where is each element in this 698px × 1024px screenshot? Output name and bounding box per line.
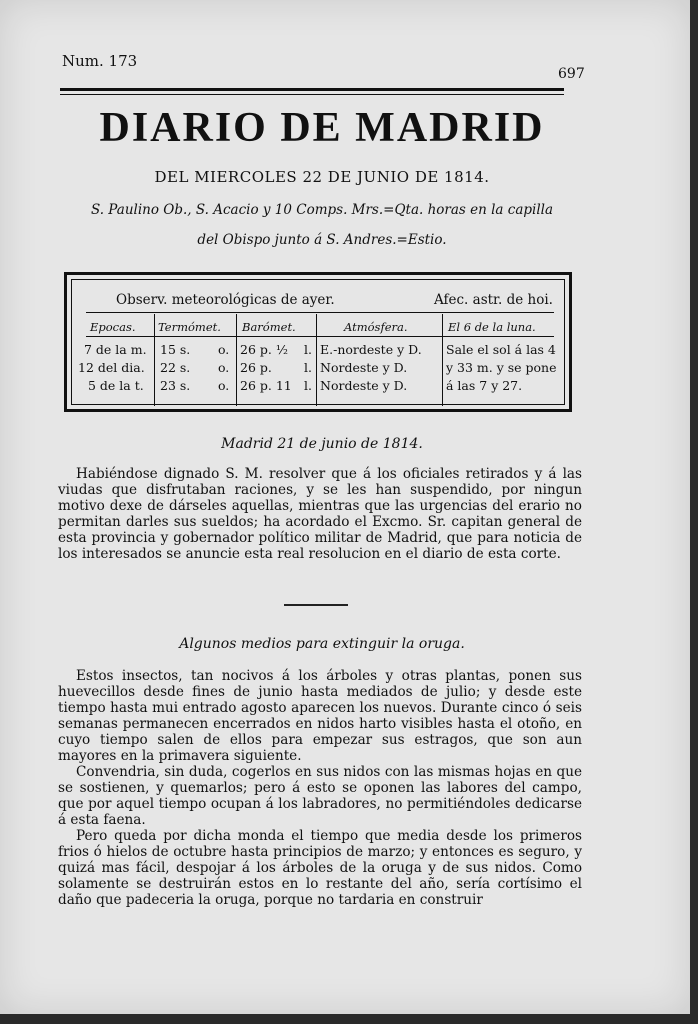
weather-table-inner-border xyxy=(71,279,565,405)
cell-termo-o: o. xyxy=(218,378,230,393)
article-paragraph-2: Convendria, sin duda, cogerlos en sus nidos con las mismas hojas en que se sostienen, y quemarlos; pero á esto se oponen las labores del campo, que por aquel tiempo ocupan á los labradores, no permitiéndoles dedicarse á esta faena. xyxy=(58,764,582,828)
col-barometro: Barómet. xyxy=(242,320,296,334)
cell-baro: 26 p. 11 xyxy=(240,378,292,393)
cell-epoca: 12 del dia. xyxy=(78,360,145,375)
table-column-rule xyxy=(86,336,554,337)
table-divider xyxy=(316,314,317,406)
weather-table xyxy=(64,272,572,412)
cell-baro-l: l. xyxy=(304,360,312,375)
cell-termo-o: o. xyxy=(218,342,230,357)
cell-baro-l: l. xyxy=(304,342,312,357)
top-rule-thin xyxy=(60,94,564,95)
issue-dateline: DEL MIERCOLES 22 DE JUNIO DE 1814. xyxy=(154,168,490,186)
weather-table-title: Observ. meteorológicas de ayer. xyxy=(116,292,335,308)
cell-atmos: Nordeste y D. xyxy=(320,378,408,393)
cell-baro: 26 p. ½ xyxy=(240,342,288,357)
cell-baro-l: l. xyxy=(304,378,312,393)
saints-line-2: del Obispo junto á S. Andres.=Estio. xyxy=(197,232,447,248)
cell-termo: 22 s. xyxy=(160,360,191,375)
col-atmosfera: Atmósfera. xyxy=(344,320,408,334)
cell-epoca: 7 de la m. xyxy=(84,342,147,357)
issue-number: Num. 173 xyxy=(62,52,138,70)
cell-termo-o: o. xyxy=(218,360,230,375)
saints-line-1: S. Paulino Ob., S. Acacio y 10 Comps. Mrs.=Qta. horas en la capilla xyxy=(90,202,554,218)
section-separator xyxy=(284,604,348,606)
table-divider xyxy=(154,314,155,406)
cell-termo: 15 s. xyxy=(160,342,191,357)
news-paragraph-text: Habiéndose dignado S. M. resolver que á los oficiales retirados y á las viudas que disfrutaban raciones, y se les han suspendido, por ningun motivo dexe de dárseles aquellas, mientras que las urgencias del erario no permitan darles sus sueldos; ha acordado el Excmo. Sr. capitan general de esta provincia y gobernador político militar de Madrid, que para noticia de los interesados se anuncie esta real resolucion en el diario de esta corte. xyxy=(58,466,582,562)
table-header-rule xyxy=(86,312,554,313)
astro-table-title: Afec. astr. de hoi. xyxy=(434,292,553,308)
news-dateline: Madrid 21 de junio de 1814. xyxy=(221,436,423,452)
cell-astro: y 33 m. y se pone xyxy=(446,360,557,375)
cell-baro: 26 p. xyxy=(240,360,272,375)
table-divider xyxy=(442,314,443,406)
top-rule-thick xyxy=(60,88,564,91)
col-luna: El 6 de la luna. xyxy=(448,320,536,334)
cell-astro: Sale el sol á las 4 xyxy=(446,342,556,357)
article-paragraph-1: Estos insectos, tan nocivos á los árboles y otras plantas, ponen sus huevecillos desde fines de junio hasta mediados de julio; y desde este tiempo hasta mui entrado agosto aparecen los nuevos. Durante cinco ó seis semanas permanecen encerrados en nidos harto visibles hasta el otoño, en cuyo tiempo salen de ellos para empezar sus estragos, que son aun mayores en la primavera siguiente. xyxy=(58,668,582,764)
cell-termo: 23 s. xyxy=(160,378,191,393)
article-heading: Algunos medios para extinguir la oruga. xyxy=(179,636,465,652)
cell-atmos: E.-nordeste y D. xyxy=(320,342,422,357)
page-number: 697 xyxy=(558,66,585,82)
cell-epoca: 5 de la t. xyxy=(88,378,144,393)
table-divider xyxy=(236,314,237,406)
col-epocas: Epocas. xyxy=(90,320,136,334)
cell-atmos: Nordeste y D. xyxy=(320,360,408,375)
col-termometro: Termómet. xyxy=(158,320,221,334)
article-paragraph-3: Pero queda por dicha monda el tiempo que media desde los primeros frios ó hielos de octubre hasta principios de marzo; y entonces es seguro, y quizá mas fácil, despojar á los árboles de la oruga y de sus nidos. Como solamente se destruirán estos en lo restante del año, sería cortísimo el daño que padeceria la oruga, porque no tardaria en construir xyxy=(58,828,582,908)
article-body xyxy=(58,668,582,908)
masthead-title: DIARIO DE MADRID xyxy=(99,105,545,151)
news-paragraph xyxy=(58,466,582,562)
cell-astro: á las 7 y 27. xyxy=(446,378,523,393)
